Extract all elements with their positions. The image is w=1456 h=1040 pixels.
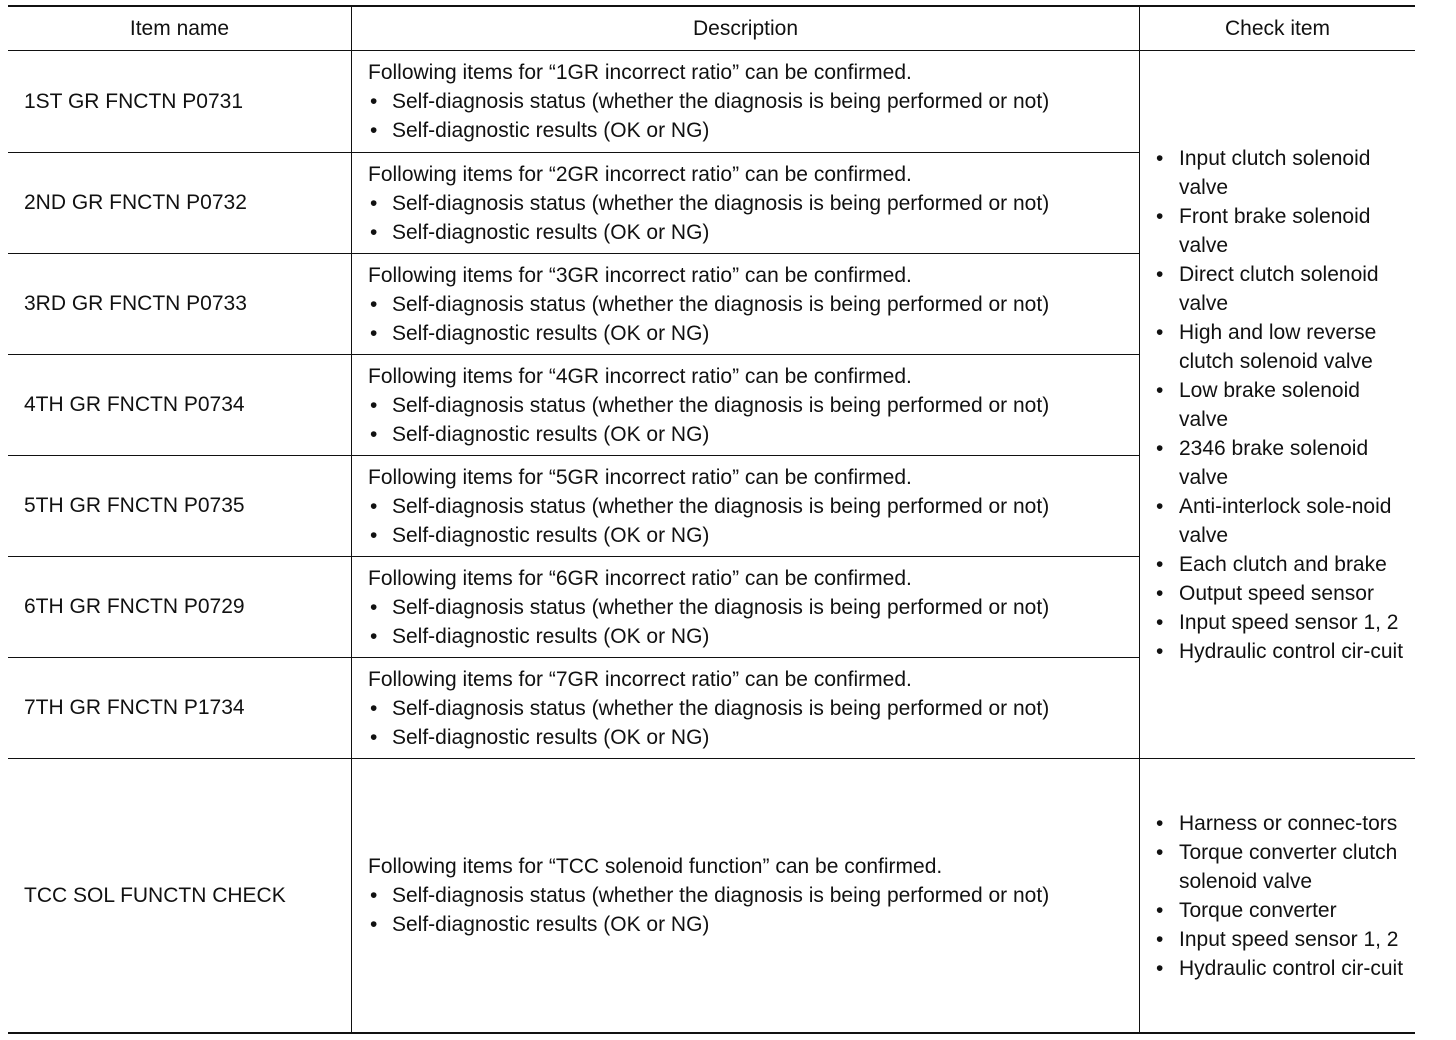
bullet-dot: • (1156, 811, 1164, 835)
bullet-dot: • (1156, 204, 1164, 228)
description-bullet-text: Self-diagnostic results (OK or NG) (392, 321, 710, 345)
description-intro: Following items for “5GR incorrect ratio” can be confirmed. (368, 465, 912, 489)
check-item (1150, 434, 1415, 492)
description-bullet-text: Self-diagnosis status (whether the diagnosis is being performed or not) (392, 90, 1050, 113)
bullet-dot: • (1156, 927, 1164, 951)
item-name: 5TH GR FNCTN P0735 (24, 494, 245, 517)
item-name: 3RD GR FNCTN P0733 (24, 292, 247, 315)
item-name-cell (24, 355, 245, 455)
bullet-dot: • (1156, 378, 1164, 402)
item-name: 7TH GR FNCTN P1734 (24, 696, 245, 719)
check-item-text: Each clutch and brake (1179, 552, 1387, 576)
check-item (1150, 492, 1415, 550)
check-item-text: Torque converter clutch solenoid valve (1179, 840, 1398, 893)
item-name: 2ND GR FNCTN P0732 (24, 191, 247, 214)
check-item (1150, 954, 1415, 983)
item-name: 1ST GR FNCTN P0731 (24, 89, 244, 113)
check-item-text: Hydraulic control cir-cuit (1179, 956, 1404, 980)
description-bullet (368, 881, 1049, 910)
description-intro: Following items for “7GR incorrect ratio” can be confirmed. (368, 667, 912, 691)
description-bullet (368, 593, 1049, 622)
check-item (1150, 608, 1415, 637)
description-cell (368, 557, 1049, 657)
description-bullet (368, 694, 1049, 723)
bullet-dot: • (370, 595, 378, 619)
description-bullet (368, 420, 1049, 449)
check-item (1150, 376, 1415, 434)
description-bullet (368, 391, 1049, 420)
description-bullet (368, 622, 1049, 651)
check-item (1150, 925, 1415, 954)
check-item (1150, 550, 1415, 579)
check-item-text: Front brake solenoid valve (1179, 204, 1371, 257)
check-item-text: Input speed sensor 1, 2 (1179, 927, 1399, 951)
description-bullet (368, 116, 1049, 145)
header-item-name-label: Item name (129, 16, 230, 40)
description-bullet (368, 723, 1049, 752)
check-item-text: Torque converter (1179, 898, 1337, 922)
diagnosis-table (8, 5, 1415, 1034)
column-divider-2 (1139, 7, 1140, 1032)
description-cell (368, 759, 1049, 1032)
description-intro: Following items for “6GR incorrect ratio” can be confirmed. (368, 566, 912, 590)
bullet-dot: • (370, 90, 378, 113)
description-bullet-text: Self-diagnosis status (whether the diagnosis is being performed or not) (392, 494, 1050, 518)
check-item-text: Hydraulic control cir-cuit (1179, 639, 1404, 663)
check-item (1150, 260, 1415, 318)
check-item-text: Direct clutch solenoid valve (1179, 262, 1379, 315)
description-cell (368, 355, 1049, 455)
description-bullet-text: Self-diagnostic results (OK or NG) (392, 725, 710, 749)
check-item-group-tcc (1150, 759, 1415, 1032)
check-item-group-gears (1150, 51, 1415, 758)
header-description-label: Description (692, 16, 799, 40)
description-bullet-text: Self-diagnosis status (whether the diagnosis is being performed or not) (392, 292, 1050, 316)
check-item (1150, 202, 1415, 260)
description-intro: Following items for “2GR incorrect ratio” can be confirmed. (368, 162, 912, 186)
description-cell (368, 153, 1049, 253)
bullet-dot: • (370, 494, 378, 518)
description-intro: Following items for “4GR incorrect ratio” can be confirmed. (368, 364, 912, 388)
check-item (1150, 838, 1415, 896)
check-item (1150, 579, 1415, 608)
check-item (1150, 637, 1415, 666)
bullet-dot: • (370, 725, 378, 749)
header-description (352, 7, 1139, 50)
description-bullet-text: Self-diagnostic results (OK or NG) (392, 119, 710, 142)
bullet-dot: • (1156, 840, 1164, 864)
description-bullet-text: Self-diagnostic results (OK or NG) (392, 220, 710, 244)
check-item-text: Output speed sensor (1179, 581, 1374, 605)
item-name-cell (24, 51, 243, 152)
description-bullet (368, 189, 1049, 218)
description-intro: Following items for “3GR incorrect ratio” can be confirmed. (368, 263, 912, 287)
check-item-text: Input clutch solenoid valve (1179, 146, 1371, 199)
header-check-item-label: Check item (1224, 16, 1331, 40)
bullet-dot: • (370, 220, 378, 244)
check-item-text: Anti-interlock sole-noid valve (1179, 494, 1392, 547)
description-bullet (368, 521, 1049, 550)
bullet-dot: • (370, 119, 378, 142)
check-item-text: Low brake solenoid valve (1179, 378, 1360, 431)
bullet-dot: • (370, 321, 378, 345)
description-bullet (368, 87, 1049, 116)
bullet-dot: • (1156, 436, 1164, 460)
description-bullet-text: Self-diagnostic results (OK or NG) (392, 422, 710, 446)
description-intro: Following items for “1GR incorrect ratio” can be confirmed. (368, 61, 912, 84)
bullet-dot: • (1156, 262, 1164, 286)
description-cell (368, 456, 1049, 556)
bullet-dot: • (370, 292, 378, 316)
check-item-text: High and low reverse clutch solenoid valve (1179, 320, 1377, 373)
item-name-cell (24, 658, 245, 758)
item-name-cell (24, 254, 247, 354)
description-intro: Following items for “TCC solenoid function” can be confirmed. (368, 855, 943, 878)
description-bullet (368, 319, 1049, 348)
bullet-dot: • (370, 422, 378, 446)
description-bullet-text: Self-diagnosis status (whether the diagnosis is being performed or not) (392, 595, 1050, 619)
bullet-dot: • (1156, 956, 1164, 980)
bullet-dot: • (1156, 581, 1164, 605)
bullet-dot: • (1156, 494, 1164, 518)
bullet-dot: • (370, 696, 378, 720)
bullet-dot: • (1156, 320, 1164, 344)
description-bullet-text: Self-diagnostic results (OK or NG) (392, 913, 710, 936)
header-check-item (1140, 7, 1415, 50)
check-item (1150, 144, 1415, 202)
description-bullet (368, 218, 1049, 247)
description-bullet (368, 492, 1049, 521)
description-bullet-text: Self-diagnosis status (whether the diagnosis is being performed or not) (392, 393, 1050, 417)
check-item-text: Input speed sensor 1, 2 (1179, 610, 1399, 634)
check-item (1150, 318, 1415, 376)
item-name-cell (24, 456, 245, 556)
bullet-dot: • (370, 913, 378, 936)
bullet-dot: • (370, 624, 378, 648)
check-item-text: 2346 brake solenoid valve (1179, 436, 1369, 489)
item-name: 6TH GR FNCTN P0729 (24, 595, 245, 618)
bullet-dot: • (370, 393, 378, 417)
check-item (1150, 809, 1415, 838)
description-bullet (368, 290, 1049, 319)
description-cell (368, 254, 1049, 354)
description-bullet-text: Self-diagnosis status (whether the diagnosis is being performed or not) (392, 696, 1050, 720)
item-name: 4TH GR FNCTN P0734 (24, 393, 245, 416)
bullet-dot: • (1156, 898, 1164, 922)
check-item (1150, 896, 1415, 925)
check-item-text: Harness or connec-tors (1179, 811, 1398, 835)
bullet-dot: • (370, 884, 378, 907)
description-cell (368, 51, 1049, 152)
bullet-dot: • (1156, 639, 1164, 663)
description-bullet-text: Self-diagnostic results (OK or NG) (392, 523, 710, 547)
item-name-cell (24, 153, 247, 253)
description-bullet-text: Self-diagnosis status (whether the diagnosis is being performed or not) (392, 191, 1050, 215)
description-bullet (368, 910, 1049, 939)
bullet-dot: • (1156, 146, 1164, 170)
bullet-dot: • (370, 191, 378, 215)
header-item-name (8, 7, 351, 50)
item-name-cell (24, 759, 286, 1032)
column-divider-1 (351, 7, 352, 1032)
item-name: TCC SOL FUNCTN CHECK (24, 883, 286, 907)
description-bullet-text: Self-diagnosis status (whether the diagnosis is being performed or not) (392, 884, 1050, 907)
description-bullet-text: Self-diagnostic results (OK or NG) (392, 624, 710, 648)
description-cell (368, 658, 1049, 758)
bullet-dot: • (1156, 552, 1164, 576)
item-name-cell (24, 557, 245, 657)
bullet-dot: • (1156, 610, 1164, 634)
bullet-dot: • (370, 523, 378, 547)
